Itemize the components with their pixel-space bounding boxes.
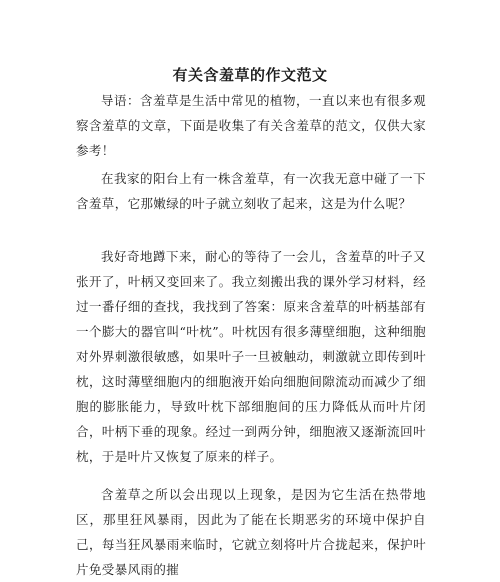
page-title: 有关含羞草的作文范文	[172, 66, 328, 84]
paragraph-reason: 含羞草之所以会出现以上现象，是因为它生活在热带地区，那里狂风暴雨，因此为了能在长期恶劣的环境中保护自己，每当狂风暴雨来临时，它就立刻将叶片合拢起来，保护叶片免受暴风雨的摧	[76, 487, 426, 577]
paragraph-balcony: 在我家的阳台上有一株含羞草，有一次我无意中碰了一下含羞草，它那嫩绿的叶子就立刻收了起来，这是为什么呢？	[76, 171, 426, 211]
paragraph-explanation: 我好奇地蹲下来，耐心的等待了一会儿，含羞草的叶子又张开了，叶柄又变回来了。我立刻搬出我的课外学习材料，经过一番仔细的查找，我找到了答案：原来含羞草的叶柄基部有一个膨大的器官叫“叶枕”。叶枕因有很多薄壁细胞，这种细胞对外界刺激很敏感，如果叶子一旦被触动，刺激就立即传到叶枕，这时薄壁细胞内的细胞液开始向细胞间隙流动而减少了细胞的膨胀能力，导致叶枕下部细胞间的压力降低从而叶片闭合，叶柄下垂的现象。经过一到两分钟，细胞液又逐渐流回叶枕，于是叶片又恢复了原来的样子。	[76, 249, 426, 464]
paragraph-intro: 导语：含羞草是生活中常见的植物，一直以来也有很多观察含羞草的文章，下面是收集了有关含羞草的范文，仅供大家参考！	[76, 93, 426, 158]
